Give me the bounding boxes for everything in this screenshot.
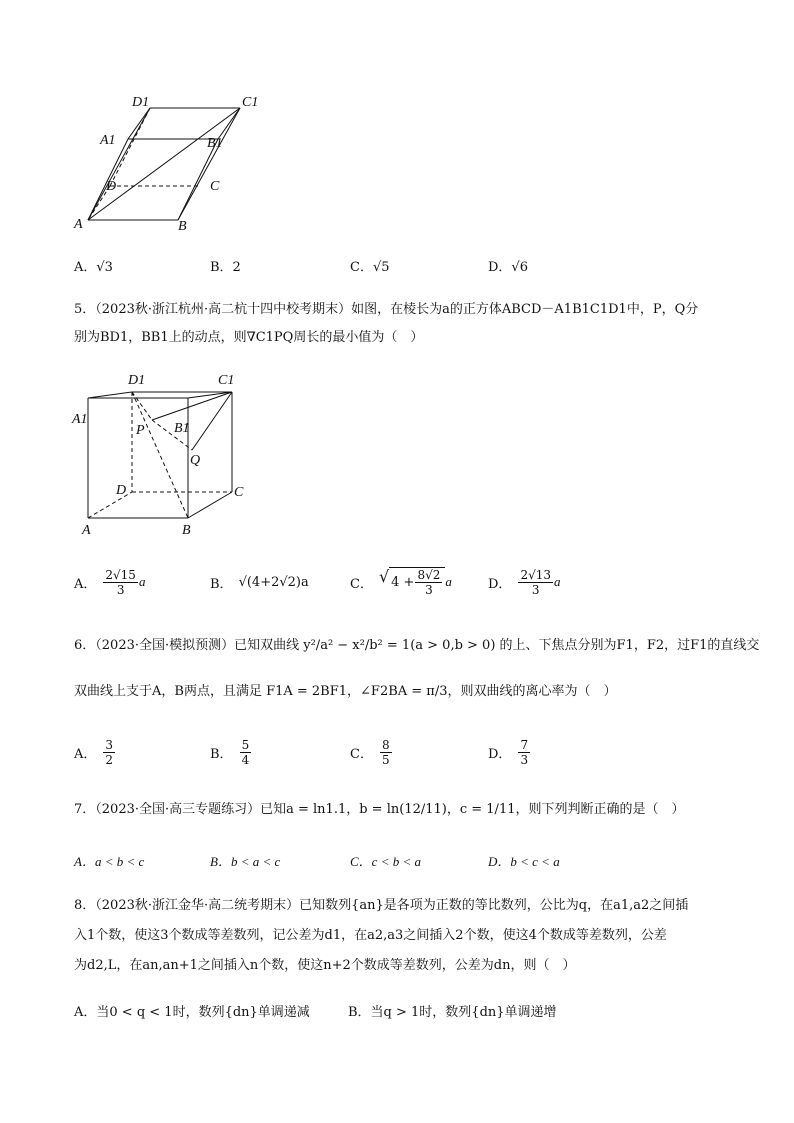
q6-option-a[interactable]	[74, 732, 116, 772]
q5-option-a-letter: A．	[74, 576, 97, 592]
q6-option-d-den: 3	[520, 752, 529, 767]
fig2-label-P: P	[136, 423, 145, 438]
q5-option-b-expr: √(4+2√2)a	[238, 574, 309, 590]
fig2-label-D1: D1	[128, 373, 146, 388]
q5-option-b-letter: B．	[210, 576, 233, 592]
q5-option-d-fraction	[518, 568, 553, 597]
q5-option-d[interactable]	[488, 562, 561, 602]
q8-text-line3: 为d2,L，在an,an+1之间插入n个数，使这n+2个数成等差数列，公差为dn，则（ ）	[74, 958, 576, 973]
q5-option-a-den: 3	[116, 582, 125, 597]
fig2-label-B1: B1	[174, 421, 190, 436]
q5-option-c-num: 8√2	[417, 568, 441, 582]
q6-option-d[interactable]	[488, 732, 531, 772]
fig1-label-B1: B1	[207, 136, 223, 151]
q6-option-d-num: 7	[520, 737, 529, 752]
fig2-label-Q: Q	[190, 453, 201, 468]
q6-option-c-num: 8	[381, 737, 390, 752]
q6-option-c-letter: C．	[350, 746, 373, 762]
fig2-label-A1: A1	[72, 412, 88, 427]
fig1-label-C1: C1	[242, 95, 259, 110]
q6-option-b-num: 5	[241, 737, 250, 752]
q6-option-a-letter: A．	[74, 746, 97, 762]
fig1-label-D: D	[106, 179, 117, 194]
q4-option-c[interactable]: C．√5	[350, 259, 390, 275]
fig1-label-B: B	[178, 219, 187, 234]
q7-option-b[interactable]: B．b < a < c	[210, 853, 281, 869]
q5-option-c-sqrt	[379, 567, 445, 597]
q7-option-d[interactable]: D．b < c < a	[488, 853, 560, 869]
q4-options	[74, 245, 734, 285]
q5-option-c-fraction	[415, 568, 442, 597]
sqrt-icon: √	[378, 567, 390, 586]
fig2-label-A: A	[82, 523, 91, 538]
q8-option-a[interactable]: A．当0 < q < 1时，数列{dn}单调递减	[74, 1005, 310, 1020]
q4-option-a[interactable]: A．√3	[74, 259, 113, 275]
q7-options	[74, 840, 734, 880]
q5-option-c-lead: 4 +	[391, 575, 415, 590]
q6-option-b-letter: B．	[210, 746, 233, 762]
q5-option-b[interactable]	[210, 562, 309, 602]
fig2-label-C: C	[234, 485, 244, 500]
q7-option-c[interactable]: C．c < b < a	[350, 853, 421, 869]
q6-options	[74, 732, 734, 772]
q6-option-c-den: 5	[381, 752, 390, 767]
q5-option-a-fraction	[103, 568, 138, 597]
q6-text-line1: 6．（2023·全国·模拟预测）已知双曲线 y²/a² − x²/b² = 1(a > 0,b > 0) 的上、下焦点分别为F1，F2，过F1的直线交	[74, 638, 760, 653]
q5-option-d-tail: a	[554, 574, 561, 589]
q5-option-d-num: 2√13	[520, 567, 551, 582]
q6-option-c[interactable]	[350, 732, 393, 772]
q8-text-line1: 8．（2023秋·浙江金华·高二统考期末）已知数列{an}是各项为正数的等比数列，公比为q，在a1,a2之间插	[74, 898, 689, 913]
q8-text-line2: 入1个数，使这3个数成等差数列，记公差为d1，在a2,a3之间插入2个数，使这4个数成等差数列，公差	[74, 928, 667, 943]
parallelepiped-svg	[70, 92, 270, 242]
q5-text-line1: 5．（2023秋·浙江杭州·高二杭十四中校考期末）如图，在棱长为a的正方体ABCD－A1B1C1D1中，P，Q分	[74, 302, 699, 317]
fig1-label-D1: D1	[132, 95, 150, 110]
q8-option-b[interactable]: B．当q > 1时，数列{dn}单调递增	[348, 1005, 557, 1020]
q5-option-c-den: 3	[425, 583, 433, 597]
fig1-label-A1: A1	[100, 133, 116, 148]
q5-option-a[interactable]	[74, 562, 145, 602]
q7-text-line1: 7．（2023·全国·高三专题练习）已知a = ln1.1，b = ln(12/11)，c = 1/11，则下列判断正确的是（ ）	[74, 802, 685, 817]
q5-text-line2: 别为BD1，BB1上的动点，则∇C1PQ周长的最小值为（ ）	[74, 330, 424, 345]
q6-option-a-num: 3	[105, 737, 114, 752]
q6-option-a-den: 2	[105, 752, 114, 767]
q5-option-c-tail: a	[445, 574, 452, 589]
q5-options	[74, 562, 734, 602]
q5-option-c[interactable]	[350, 562, 452, 602]
q6-option-b-fraction	[240, 738, 252, 767]
q4-option-b[interactable]: B．2	[210, 259, 241, 275]
q6-option-b-den: 4	[241, 752, 250, 767]
q5-option-d-letter: D．	[488, 576, 512, 592]
fig2-label-B: B	[182, 523, 191, 538]
q6-option-b[interactable]	[210, 732, 252, 772]
q4-option-d[interactable]: D．√6	[488, 259, 528, 275]
fig1-label-A: A	[74, 217, 83, 232]
figure-parallelepiped	[70, 92, 270, 242]
q6-option-c-fraction	[380, 738, 392, 767]
fig1-label-C: C	[210, 179, 220, 194]
q7-option-a[interactable]: A．a < b < c	[74, 853, 145, 869]
figure-cube	[70, 368, 260, 540]
cube-svg	[70, 368, 260, 540]
q6-option-d-fraction	[518, 738, 530, 767]
q5-option-c-letter: C．	[350, 576, 373, 592]
fig2-label-D: D	[116, 483, 127, 498]
q6-option-d-letter: D．	[488, 746, 512, 762]
q5-option-c-sqrt-body	[389, 567, 445, 597]
q6-option-a-fraction	[103, 738, 115, 767]
fig2-label-C1: C1	[218, 373, 235, 388]
q5-option-a-tail: a	[138, 574, 146, 589]
q6-text-line2: 双曲线上支于A，B两点，且满足 F1A = 2BF1，∠F2BA = π/3，则双曲线的离心率为（ ）	[74, 684, 617, 699]
q5-option-d-den: 3	[531, 582, 540, 597]
q5-option-a-num: 2√15	[105, 567, 136, 582]
